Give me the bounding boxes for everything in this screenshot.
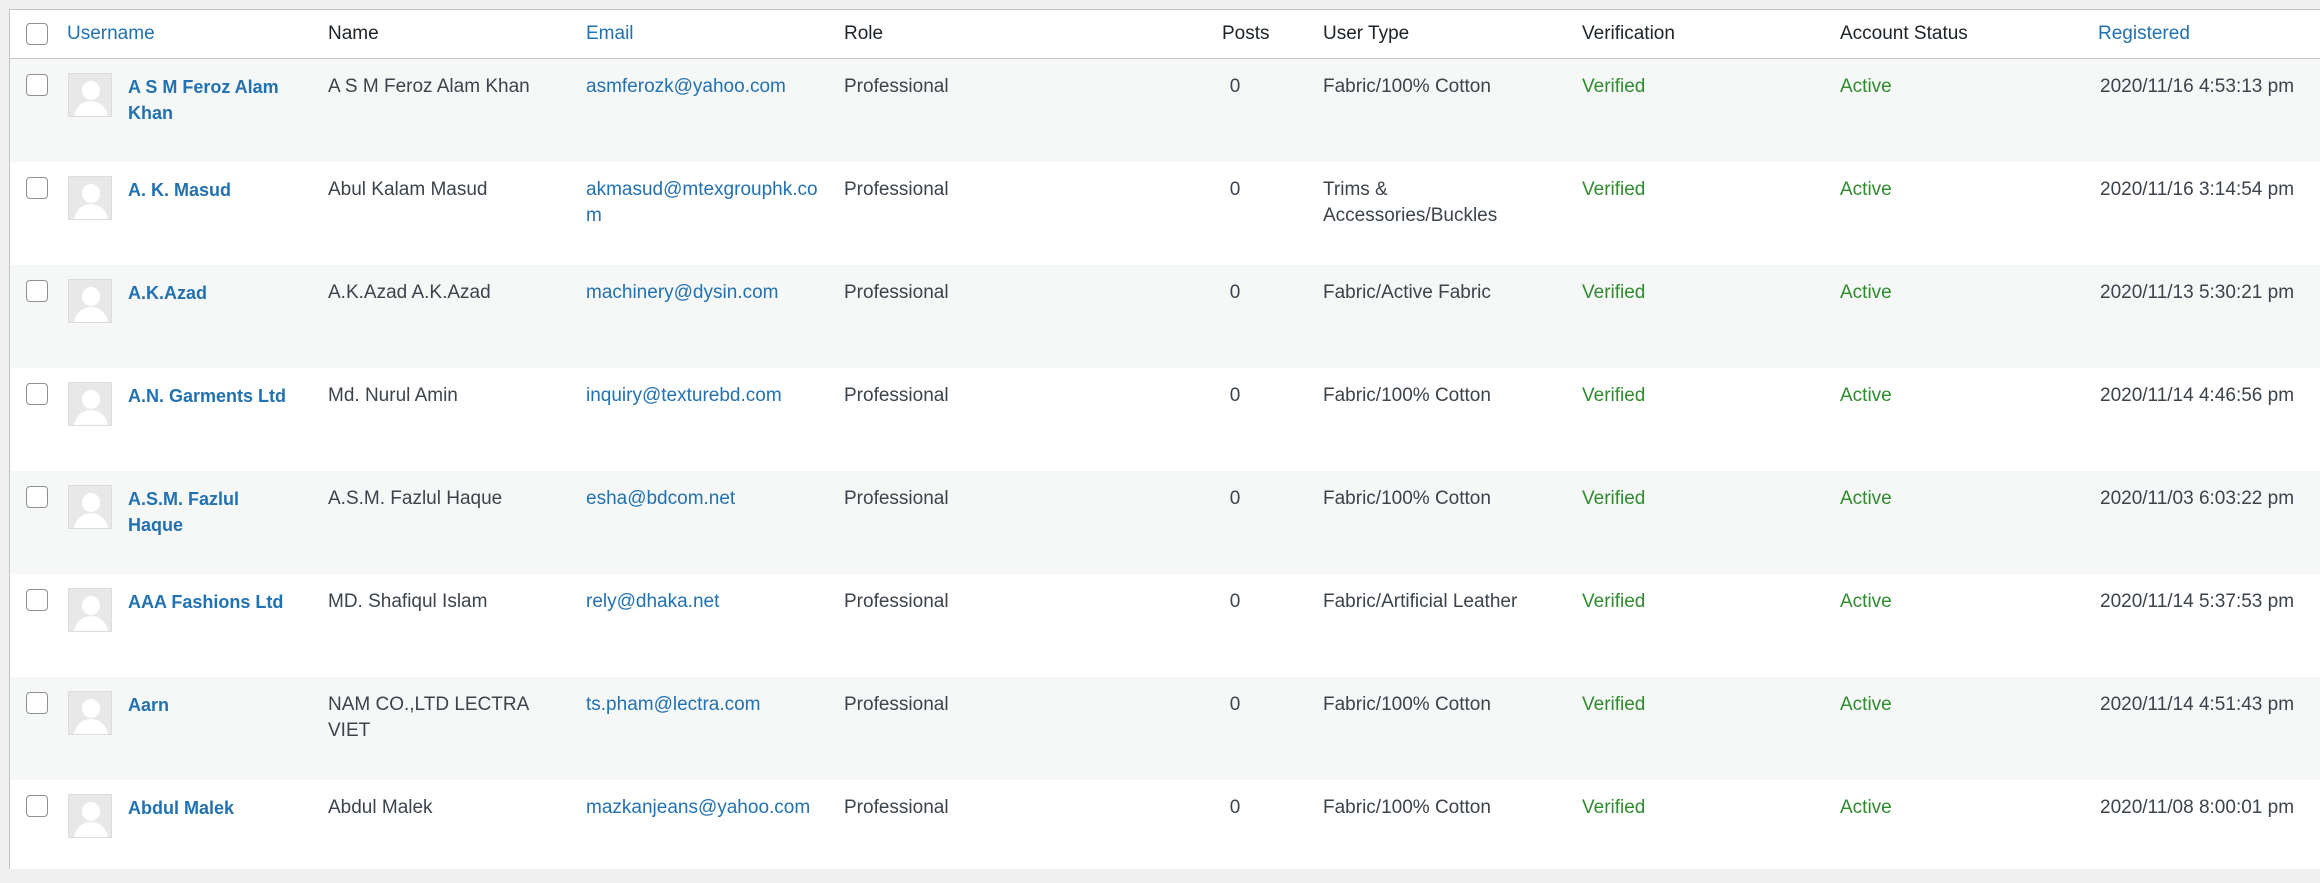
name-cell: A.S.M. Fazlul Haque — [328, 488, 503, 509]
account-status: Active — [1840, 179, 1892, 200]
role-cell: Professional — [844, 694, 949, 715]
verification-status: Verified — [1582, 76, 1646, 97]
email-link[interactable]: inquiry@texturebd.com — [586, 385, 782, 406]
account-status: Active — [1840, 488, 1892, 509]
user-avatar-placeholder-icon — [68, 176, 112, 220]
row-checkbox[interactable] — [26, 486, 48, 508]
verification-status: Verified — [1582, 591, 1646, 612]
account-status: Active — [1840, 76, 1892, 97]
posts-cell: 0 — [1229, 591, 1241, 612]
table-row — [10, 368, 2320, 471]
column-header-user-type: User Type — [1323, 23, 1410, 44]
email-link[interactable]: rely@dhaka.net — [586, 591, 720, 612]
column-header-registered[interactable]: Registered — [2098, 23, 2190, 44]
name-cell: NAM CO.,LTD LECTRA VIET — [328, 694, 529, 741]
user-type-cell: Fabric/100% Cotton — [1323, 488, 1491, 509]
verification-status: Verified — [1582, 694, 1646, 715]
row-checkbox[interactable] — [26, 795, 48, 817]
column-header-role: Role — [844, 23, 884, 44]
user-type-cell: Fabric/100% Cotton — [1323, 797, 1491, 818]
verification-status: Verified — [1582, 282, 1646, 303]
email-link[interactable]: ts.pham@lectra.com — [586, 694, 761, 715]
users-table — [9, 9, 2320, 869]
account-status: Active — [1840, 797, 1892, 818]
row-checkbox[interactable] — [26, 692, 48, 714]
table-row — [10, 59, 2320, 162]
email-link[interactable]: asmferozk@yahoo.com — [586, 76, 786, 97]
username-link[interactable]: AAA Fashions Ltd — [128, 592, 284, 612]
role-cell: Professional — [844, 76, 949, 97]
user-avatar-placeholder-icon — [68, 794, 112, 838]
posts-cell: 0 — [1229, 179, 1241, 200]
posts-cell: 0 — [1229, 797, 1241, 818]
email-link[interactable]: esha@bdcom.net — [586, 488, 736, 509]
name-cell: Abul Kalam Masud — [328, 179, 488, 200]
account-status: Active — [1840, 282, 1892, 303]
column-header-username[interactable]: Username — [67, 23, 155, 44]
registered-date: 2020/11/03 6:03:22 pm — [2100, 488, 2295, 509]
posts-cell: 0 — [1229, 488, 1241, 509]
registered-date: 2020/11/14 5:37:53 pm — [2100, 591, 2295, 612]
username-link[interactable]: A.S.M. Fazlul Haque — [128, 489, 240, 535]
user-type-cell: Fabric/Artificial Leather — [1323, 591, 1518, 612]
registered-date: 2020/11/08 8:00:01 pm — [2100, 797, 2295, 818]
row-checkbox[interactable] — [26, 280, 48, 302]
user-type-cell: Fabric/Active Fabric — [1323, 282, 1491, 303]
user-avatar-placeholder-icon — [68, 691, 112, 735]
row-checkbox[interactable] — [26, 383, 48, 405]
user-avatar-placeholder-icon — [68, 73, 112, 117]
username-link[interactable]: Aarn — [128, 695, 170, 715]
username-link[interactable]: A. K. Masud — [128, 180, 232, 200]
user-avatar-placeholder-icon — [68, 279, 112, 323]
account-status: Active — [1840, 385, 1892, 406]
name-cell: Md. Nurul Amin — [328, 385, 458, 406]
column-header-verification: Verification — [1582, 23, 1675, 44]
column-header-posts: Posts — [1222, 23, 1270, 44]
posts-cell: 0 — [1229, 282, 1241, 303]
table-row — [10, 265, 2320, 368]
posts-cell: 0 — [1229, 76, 1241, 97]
row-checkbox[interactable] — [26, 589, 48, 611]
column-header-account-status: Account Status — [1840, 23, 1968, 44]
registered-date: 2020/11/16 4:53:13 pm — [2100, 76, 2295, 97]
role-cell: Professional — [844, 797, 949, 818]
username-link[interactable]: A.K.Azad — [128, 283, 208, 303]
name-cell: A S M Feroz Alam Khan — [328, 76, 530, 97]
email-link[interactable]: mazkanjeans@yahoo.com — [586, 797, 811, 818]
role-cell: Professional — [844, 591, 949, 612]
email-link[interactable]: akmasud@mtexgrouphk.com — [586, 179, 818, 226]
select-all-checkbox[interactable] — [26, 23, 48, 45]
table-row — [10, 471, 2320, 574]
user-type-cell: Fabric/100% Cotton — [1323, 694, 1491, 715]
user-avatar-placeholder-icon — [68, 382, 112, 426]
table-row — [10, 162, 2320, 265]
user-avatar-placeholder-icon — [68, 588, 112, 632]
account-status: Active — [1840, 694, 1892, 715]
user-type-cell: Fabric/100% Cotton — [1323, 385, 1491, 406]
row-checkbox[interactable] — [26, 74, 48, 96]
role-cell: Professional — [844, 488, 949, 509]
registered-date: 2020/11/14 4:51:43 pm — [2100, 694, 2295, 715]
name-cell: A.K.Azad A.K.Azad — [328, 282, 491, 303]
username-link[interactable]: A.N. Garments Ltd — [128, 386, 287, 406]
name-cell: MD. Shafiqul Islam — [328, 591, 488, 612]
role-cell: Professional — [844, 385, 949, 406]
column-header-name: Name — [328, 23, 379, 44]
registered-date: 2020/11/16 3:14:54 pm — [2100, 179, 2295, 200]
registered-date: 2020/11/13 5:30:21 pm — [2100, 282, 2295, 303]
registered-date: 2020/11/14 4:46:56 pm — [2100, 385, 2295, 406]
email-link[interactable]: machinery@dysin.com — [586, 282, 779, 303]
user-type-cell: Fabric/100% Cotton — [1323, 76, 1491, 97]
verification-status: Verified — [1582, 488, 1646, 509]
column-header-email[interactable]: Email — [586, 23, 634, 44]
table-row — [10, 677, 2320, 780]
username-link[interactable]: Abdul Malek — [128, 798, 235, 818]
username-link[interactable]: A S M Feroz Alam Khan — [128, 77, 279, 123]
verification-status: Verified — [1582, 179, 1646, 200]
role-cell: Professional — [844, 282, 949, 303]
user-type-cell: Trims & Accessories/Buckles — [1323, 179, 1498, 226]
account-status: Active — [1840, 591, 1892, 612]
verification-status: Verified — [1582, 385, 1646, 406]
posts-cell: 0 — [1229, 385, 1241, 406]
posts-cell: 0 — [1229, 694, 1241, 715]
name-cell: Abdul Malek — [328, 797, 433, 818]
user-avatar-placeholder-icon — [68, 485, 112, 529]
table-row — [10, 574, 2320, 677]
table-row — [10, 780, 2320, 883]
verification-status: Verified — [1582, 797, 1646, 818]
role-cell: Professional — [844, 179, 949, 200]
row-checkbox[interactable] — [26, 177, 48, 199]
table-header — [10, 10, 2320, 59]
